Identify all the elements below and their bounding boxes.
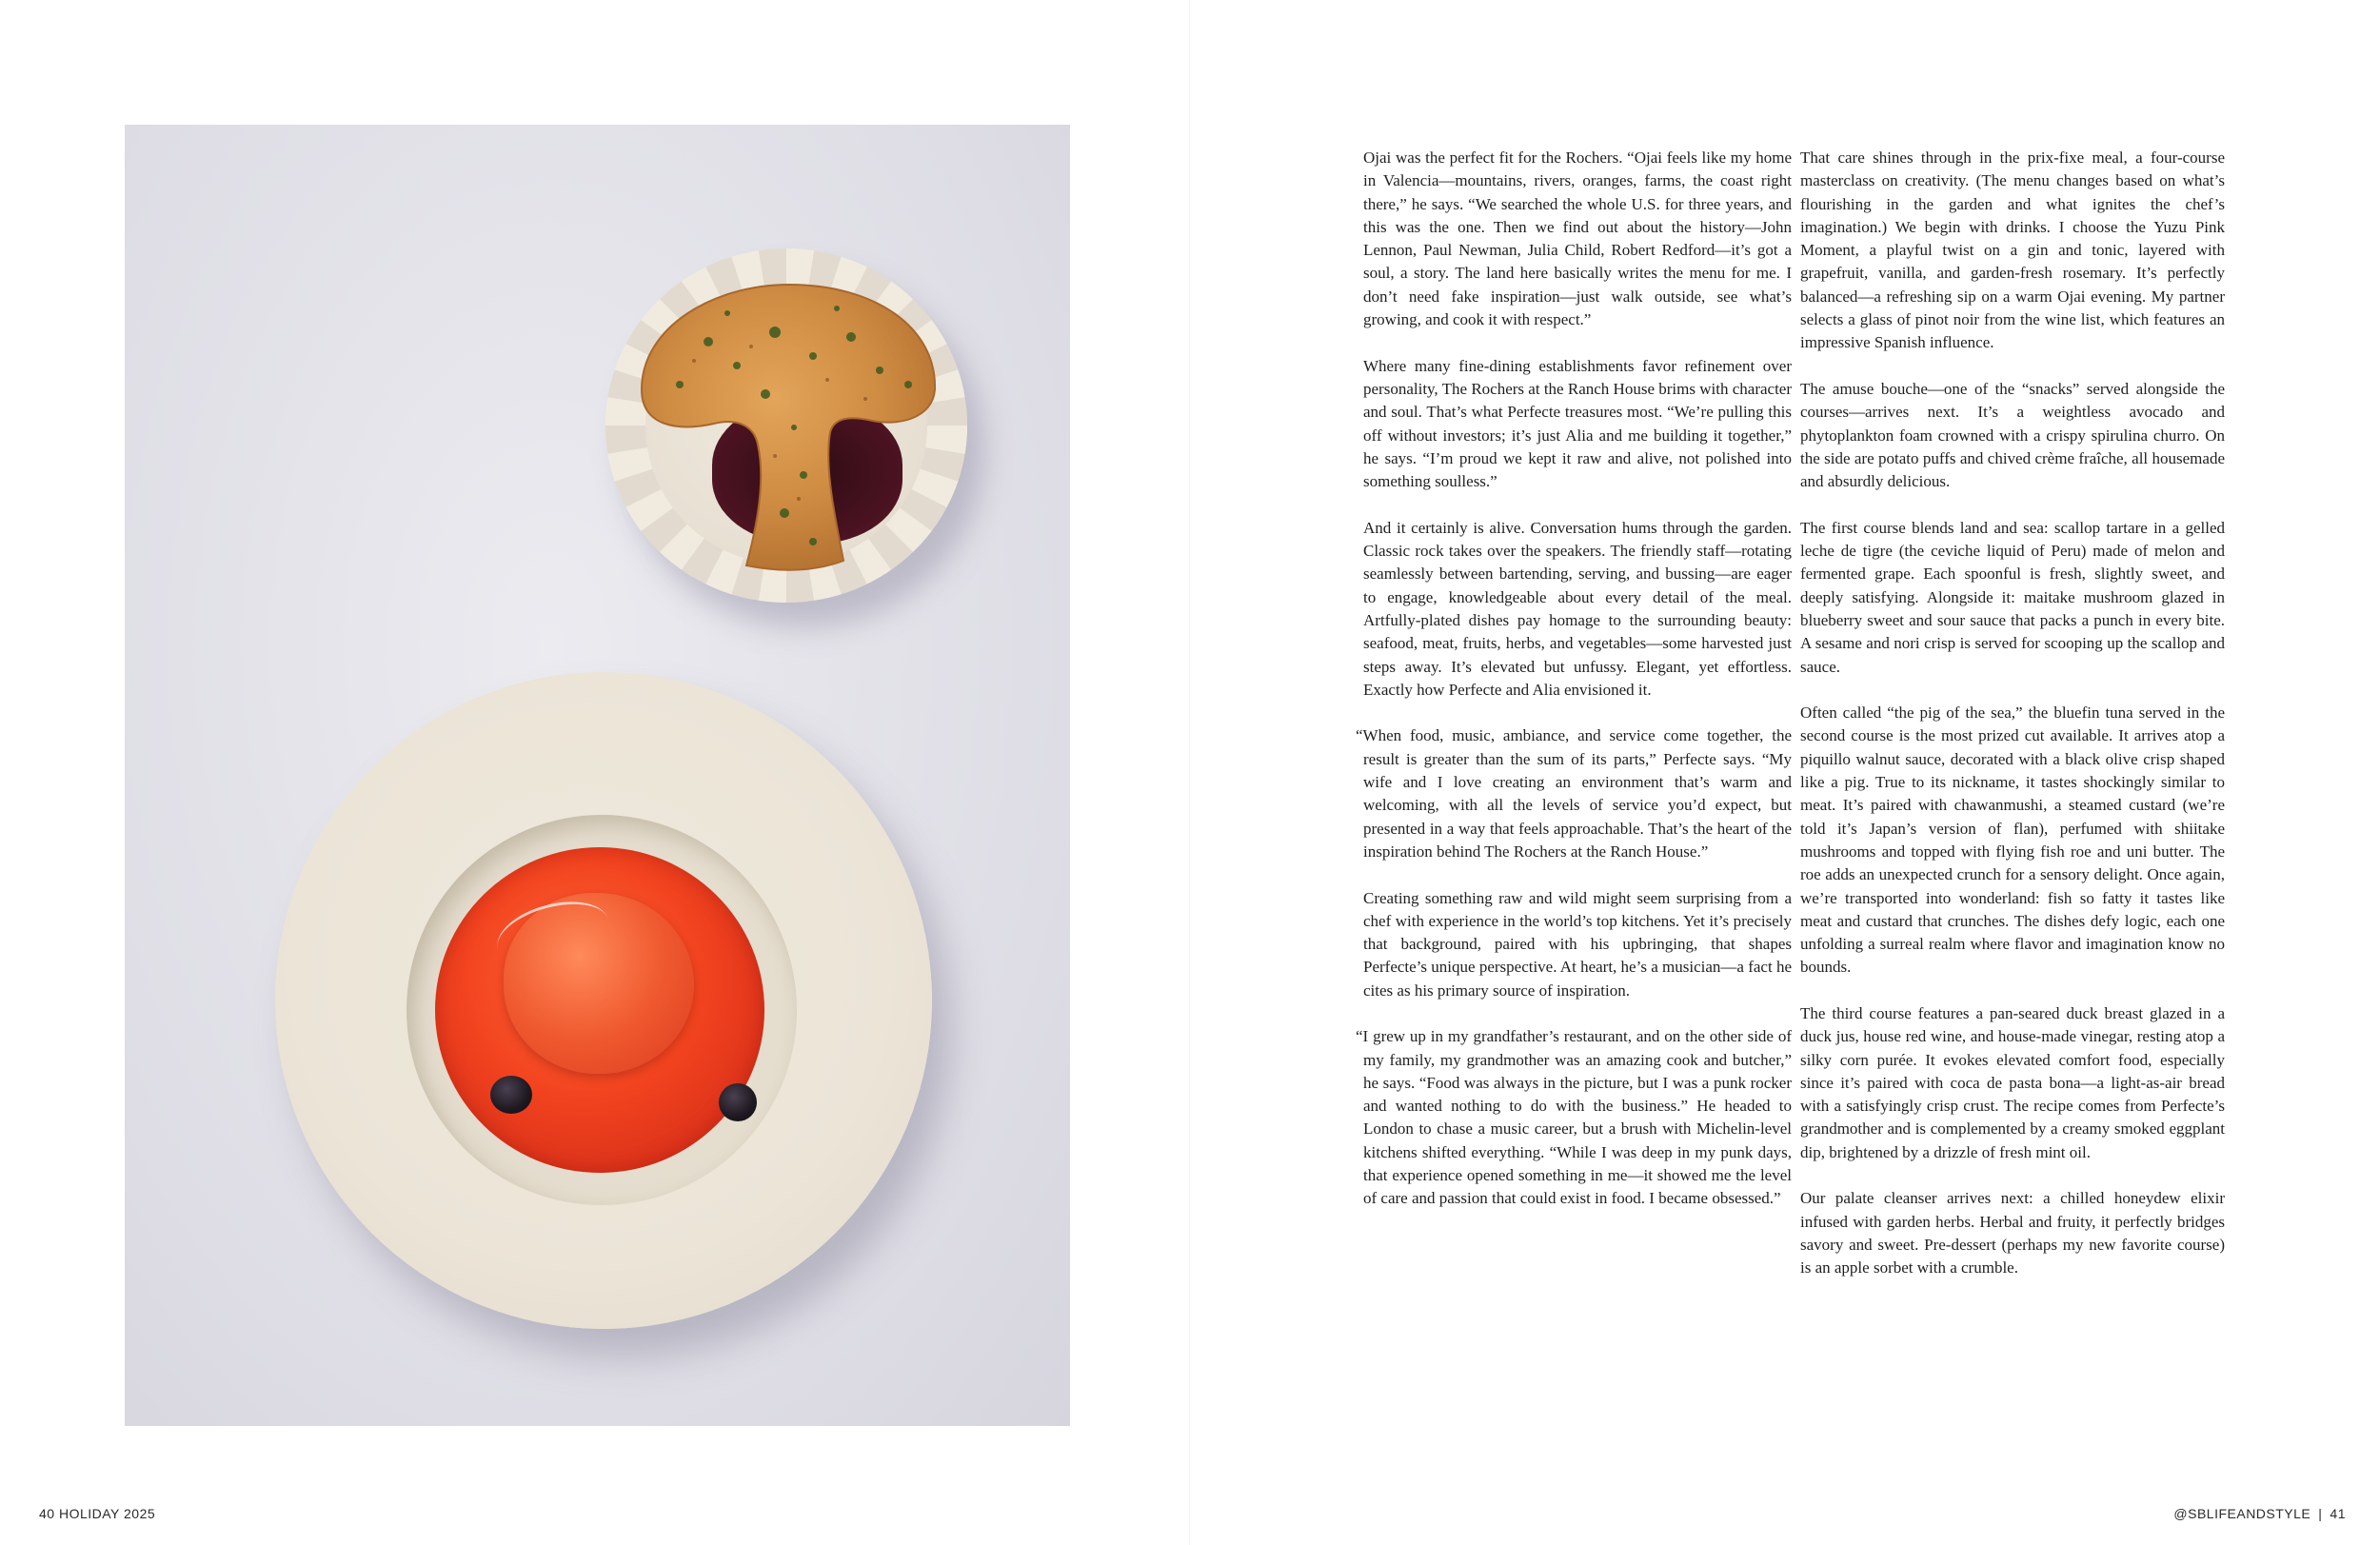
paragraph: The first course blends land and sea: scallop tartare in a gelled leche de tigre (the ceviche liquid of Peru) made of melon and fermented grape. Each spoonful is fresh, slightly sweet, and deeply satisfying. Alongside it: maitake mushroom glazed in blueberry sweet and sour sauce that packs a punch in every bite. A sesame and nori crisp is served for scooping up the scallop and sauce. <box>1800 518 2225 676</box>
paragraph: Ojai was the perfect fit for the Rochers. “Ojai feels like my home in Valencia—mountains, rivers, oranges, farms, the coast right there,” he says. “We searched the whole U.S. for three years, and this was the one. Then we find out about the history—John Lennon, Paul Newman, Julia Child, Robert Redford—it’s got a soul, a story. The land here basically writes the menu for me. I don’t need fake inspiration—just walk outside, see what’s growing, and cook it with respect.” <box>1363 149 1792 329</box>
black-olive <box>490 1076 532 1114</box>
social-handle: @SBLIFEANDSTYLE <box>2173 1506 2311 1521</box>
left-folio: 40 HOLIDAY 2025 <box>39 1506 156 1521</box>
folio-separator: | <box>2318 1506 2323 1521</box>
plate-well <box>407 815 797 1205</box>
paragraph: That care shines through in the prix-fixe meal, a four-course masterclass on creativity. (The menu changes based on what’s flourishing in the garden and what ignites the chef’s imagination.) We begin with drinks. I choose the Yuzu Pink Moment, a playful twist on a gin and tonic, layered with grapefruit, vanilla, and garden-fresh rosemary. It’s perfectly balanced—a refreshing sip on a warm Ojai evening. My partner selects a glass of pinot noir from the wine list, which features an impressive Spanish influence. <box>1800 149 2225 352</box>
paragraph: Creating something raw and wild might seem surprising from a chef with experience in the world’s top kitchens. Yet it’s precisely that background, paired with his upbringing, that shapes Perfecte’s unique perspective. At heart, he’s a musician—a fact he cites as his primary source of inspiration. <box>1363 888 1792 1000</box>
paragraph: The amuse bouche—one of the “snacks” served alongside the courses—arrives next. It’s a weightless avocado and phytoplankton foam crowned with a crispy spirulina churro. On the side are potato puffs and chived crème fraîche, all housemade and absurdly delicious. <box>1800 379 2225 491</box>
paragraph: The third course features a pan-seared duck breast glazed in a duck jus, house red wine, and house-made vinegar, resting atop a silky corn purée. It evokes elevated comfort food, especially since it’s paired with coca de pasta bona—a light-as-air bread with a satisfyingly crisp crust. The recipe comes from Perfecte’s grandmother and is complemented by a creamy smoked eggplant dip, brightened by a drizzle of fresh mint oil. <box>1800 1003 2225 1161</box>
paragraph: Our palate cleanser arrives next: a chilled honeydew elixir infused with garden herbs. Herbal and fruity, it perfectly bridges savory and sweet. Pre-dessert (perhaps my new favorite course) is an apple sorbet with a crumble. <box>1800 1189 2225 1278</box>
paragraph: “I grew up in my grandfather’s restaurant, and on the other side of my family, my grandmother was an amazing cook and butcher,” he says. “Food was always in the picture, but I was a punk rocker and wanted nothing to do with the business.” He headed to London to chase a music career, but a brush with Michelin-level kitchens shifted everything. “While I was deep in my punk days, that experience opened something in me—it showed me the level of care and passion that could exist in food. I became obsessed.” <box>1356 1027 1792 1208</box>
black-olive <box>719 1083 757 1121</box>
text-column-2 <box>1800 147 2225 1280</box>
paragraph: Where many fine-dining establishments favor refinement over personality, The Rochers at the Ranch House brims with character and soul. That’s what Perfecte treasures most. “We’re pulling this off without investors; it’s just Alia and me building it together,” he says. “I’m proud we kept it raw and alive, not polished into something soulless.” <box>1363 356 1792 491</box>
page-number: 41 <box>2330 1506 2346 1521</box>
page-gutter <box>1189 0 1191 1545</box>
paragraph: Often called “the pig of the sea,” the bluefin tuna served in the second course is the most prized cut available. It arrives atop a piquillo walnut sauce, decorated with a black olive crisp shaped like a pig. True to its nickname, it tastes shockingly similar to meat. It’s paired with chawanmushi, a steamed custard (we’re told it’s Japan’s version of flan), perfumed with shiitake mushrooms and topped with flying fish roe and uni butter. The roe adds an unexpected crunch for a sensory delight. Once again, we’re transported into wonderland: fish so fatty it tastes like meat and custard that crunches. The dishes defy logic, each one unfolding a surreal realm where flavor and imagination know no bounds. <box>1800 703 2225 977</box>
paragraph: “When food, music, ambiance, and service come together, the result is greater than the sum of its parts,” Perfecte says. “My wife and I love creating an environment that’s warm and welcoming, with all the levels of service you’d expect, but presented in a way that feels approachable. That’s the heart of the inspiration behind The Rochers at the Ranch House.” <box>1356 726 1792 861</box>
red-broth <box>435 847 764 1173</box>
scalloped-bowl <box>605 248 967 603</box>
paragraph: And it certainly is alive. Conversation hums through the garden. Classic rock takes over the speakers. The friendly staff—rotating seamlessly between bartending, serving, and bussing—are eager to engage, knowledgeable about every detail of the meal. Artfully-plated dishes pay homage to the surrounding beauty: seafood, meat, fruits, herbs, and vegetables—some harvested just steps away. It’s elevated but unfussy. Elegant, yet effortless. Exactly how Perfecte and Alia envisioned it. <box>1363 518 1792 699</box>
food-photo <box>125 125 1070 1426</box>
mushroom-crisp <box>623 275 952 578</box>
right-folio <box>2173 1506 2346 1521</box>
text-column-1 <box>1356 147 1792 1211</box>
wide-rim-plate <box>275 672 932 1329</box>
